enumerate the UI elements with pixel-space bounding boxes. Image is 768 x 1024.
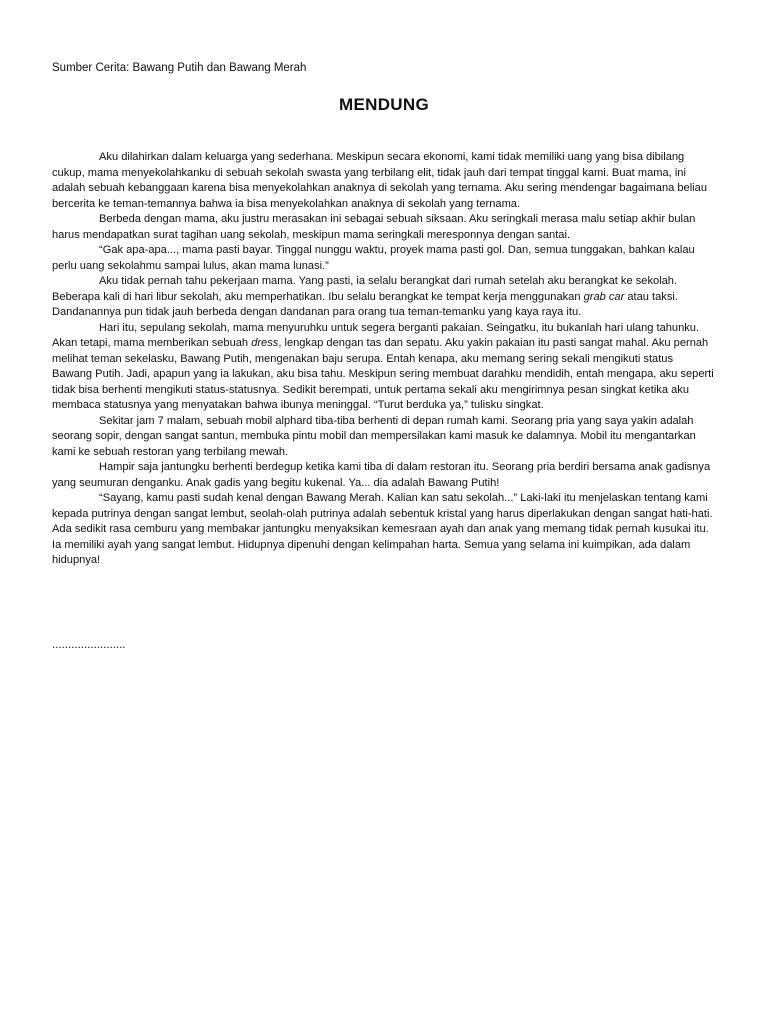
paragraph (52, 274, 715, 321)
story-source-line: Sumber Cerita: Bawang Putih dan Bawang Merah (52, 62, 307, 74)
paragraph-text: Hari itu, sepulang sekolah, mama menyuruhku untuk segera berganti pakaian. Seingatku, itu bukanlah hari ulang tahunku. Akan tetapi, mama memberikan sebuah (52, 321, 700, 349)
italic-term: grab car (583, 290, 625, 303)
italic-term: dress (251, 337, 279, 349)
paragraph (52, 321, 715, 414)
paragraph-text: atau taksi. Dandanannya pun tidak jauh berbeda dengan dandanan para orang tua teman-temanku yang kaya raya itu. (52, 290, 678, 318)
paragraph-text: Aku tidak pernah tahu pekerjaan mama. Yang pasti, ia selalu berangkat dari rumah setelah aku berangkat ke sekolah. Beberapa kali di hari libur sekolah, aku memperhatikan. Ibu selalu berangkat ke tempat kerja menggunakan (52, 275, 678, 303)
paragraph: Berbeda dengan mama, aku justru merasakan ini sebagai sebuah siksaan. Aku seringkali merasa malu setiap akhir bulan harus mendapatkan surat tagihan uang sekolah, meskipun mama seringkali meresponnya dengan santai. (52, 213, 696, 241)
story-body (52, 150, 715, 569)
closing-ellipsis: ....................... (52, 639, 126, 651)
paragraph: Aku dilahirkan dalam keluarga yang sederhana. Meskipun secara ekonomi, kami tidak memiliki uang yang bisa dibilang cukup, mama menyekolahkanku di sebuah sekolah swasta yang terbilang elit, tidak jauh dari tempat tinggal kami. Buat mama, ini adalah sebuah kebanggaan karena bisa menyekolahkan anaknya di sekolah yang ternama. Aku sering mendengar bagaimana beliau bercerita ke teman-temannya bahwa ia bisa menyekolahkan anaknya di sekolah yang ternama. (52, 151, 707, 210)
paragraph: “Sayang, kamu pasti sudah kenal dengan Bawang Merah. Kalian kan satu sekolah...” Laki-laki itu menjelaskan tentang kami kepada putrinya dengan sangat lembut, seolah-olah putrinya adalah sebentuk kristal yang harus diperlakukan dengan sangat hati-hati. Ada sedikit rasa cemburu yang membakar jantungku menyaksikan kemesraan ayah dan anak yang memang tidak pernah kusukai itu. Ia memiliki ayah yang sangat lembut. Hidupnya dipenuhi dengan kelimpahan harta. Semua yang selama ini kuimpikan, ada dalam hidupnya! (52, 492, 713, 566)
page-title: MENDUNG (339, 95, 429, 114)
paragraph-text: , lengkap dengan tas dan sepatu. Aku yakin pakaian itu pasti sangat mahal. Aku pernah melihat teman sekelasku, Bawang Putih, mengenakan baju serupa. Entah kenapa, aku memang sering sekali mengikuti status Bawang Putih. Jadi, apapun yang ia lakukan, aku bisa tahu. Meskipun sering membuat darahku mendidih, entah mengapa, aku seperti tidak bisa berhenti mengikuti status-statusnya. Sedikit berempati, untuk pertama sekali aku mengirimnya pesan singkat ketika aku membaca statusnya yang menyatakan bahwa ibunya meninggal. “Turut berduka ya,” tulisku singkat. (52, 337, 714, 411)
paragraph: Sekitar jam 7 malam, sebuah mobil alphard tiba-tiba berhenti di depan rumah kami. Seorang pria yang saya yakin adalah seorang sopir, dengan sangat santun, membuka pintu mobil dan mempersilakan kami masuk ke dalamnya. Mobil itu mengantarkan kami ke sebuah restoran yang terbilang mewah. (52, 414, 696, 458)
paragraph: Hampir saja jantungku berhenti berdegup ketika kami tiba di dalam restoran itu. Seorang pria berdiri bersama anak gadisnya yang seumuran denganku. Anak gadis yang begitu kukenal. Ya... dia adalah Bawang Putih! (52, 461, 711, 489)
paragraph: “Gak apa-apa..., mama pasti bayar. Tinggal nunggu waktu, proyek mama pasti gol. Dan, semua tunggakan, bahkan kalau perlu uang sekolahmu sampai lulus, akan mama lunasi.” (52, 244, 695, 272)
